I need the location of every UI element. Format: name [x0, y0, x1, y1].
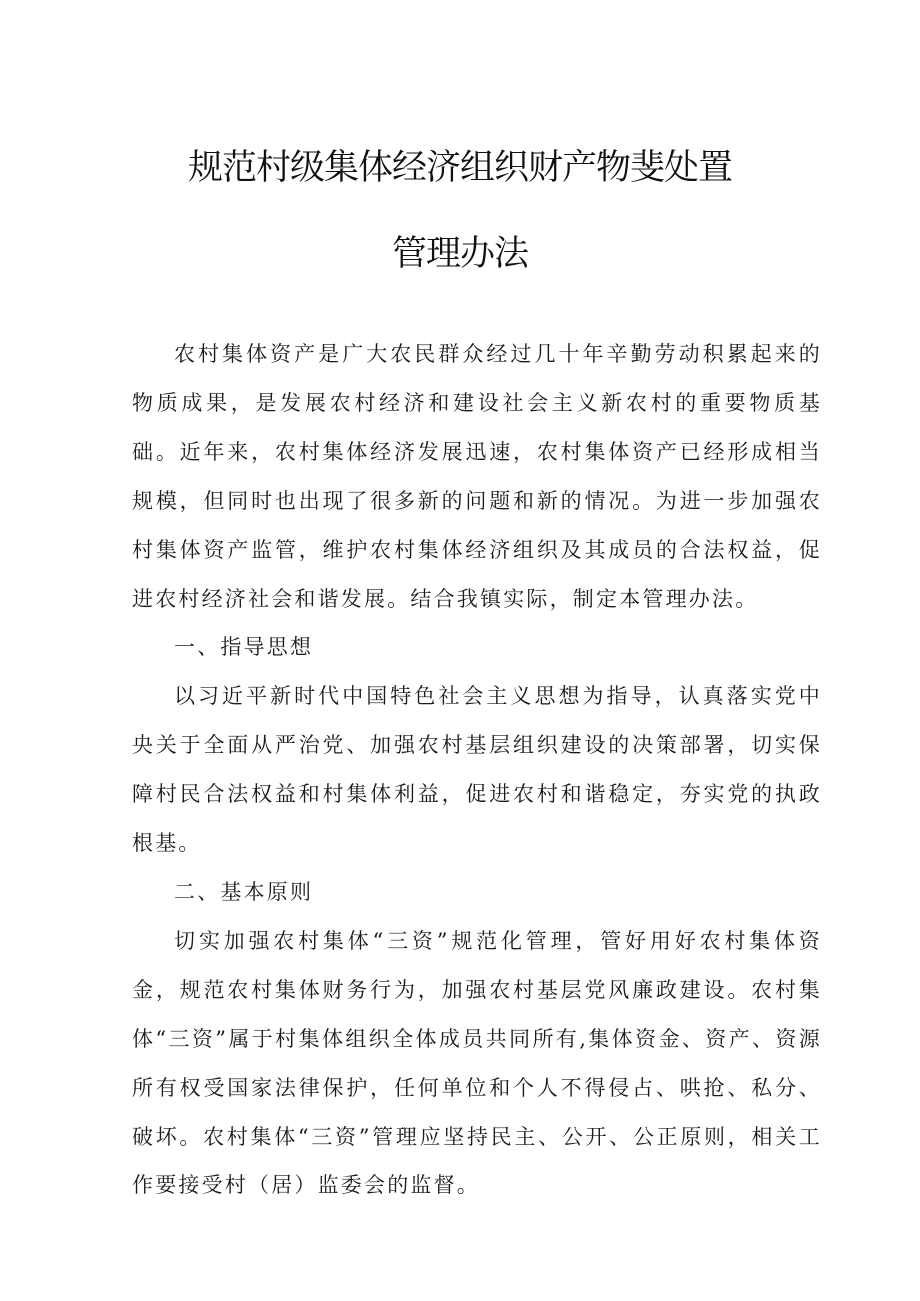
- section-paragraph-basic-principles: 切实加强农村集体“三资”规范化管理，管好用好农村集体资金，规范农村集体财务行为，加强农村基层党风廉政建设。农村集体“三资”属于村集体组织全体成员共同所有,集体资金、资产、资源所有权受国家法律保护，任何单位和个人不得侵占、哄抢、私分、破坏。农村集体“三资”管理应坚持民主、公开、公正原则，相关工作要接受村（居）监委会的监督。: [132, 928, 822, 1198]
- document-title-line-1: 规范村级集体经济组织财产物斐处置: [187, 148, 732, 188]
- document-title-line-2: 管理办法: [391, 234, 528, 274]
- document-body: [132, 330, 822, 1210]
- section-paragraph-guiding-ideology: 以习近平新时代中国特色社会主义思想为指导，认真落实党中央关于全面从严治党、加强农村基层组织建设的决策部署，切实保障村民合法权益和村集体利益，促进农村和谐稳定，夯实党的执政根基。: [132, 684, 822, 856]
- section-heading-basic-principles: 二、基本原则: [174, 879, 314, 904]
- intro-paragraph: 农村集体资产是广大农民群众经过几十年辛勤劳动积累起来的物质成果，是发展农村经济和建设社会主义新农村的重要物质基础。近年来，农村集体经济发展迅速，农村集体资产已经形成相当规模，但同时也出现了很多新的问题和新的情况。为进一步加强农村集体资产监管，维护农村集体经济组织及其成员的合法权益，促进农村经济社会和谐发展。结合我镇实际，制定本管理办法。: [132, 342, 822, 611]
- section-heading-guiding-ideology: 一、指导思想: [174, 635, 314, 660]
